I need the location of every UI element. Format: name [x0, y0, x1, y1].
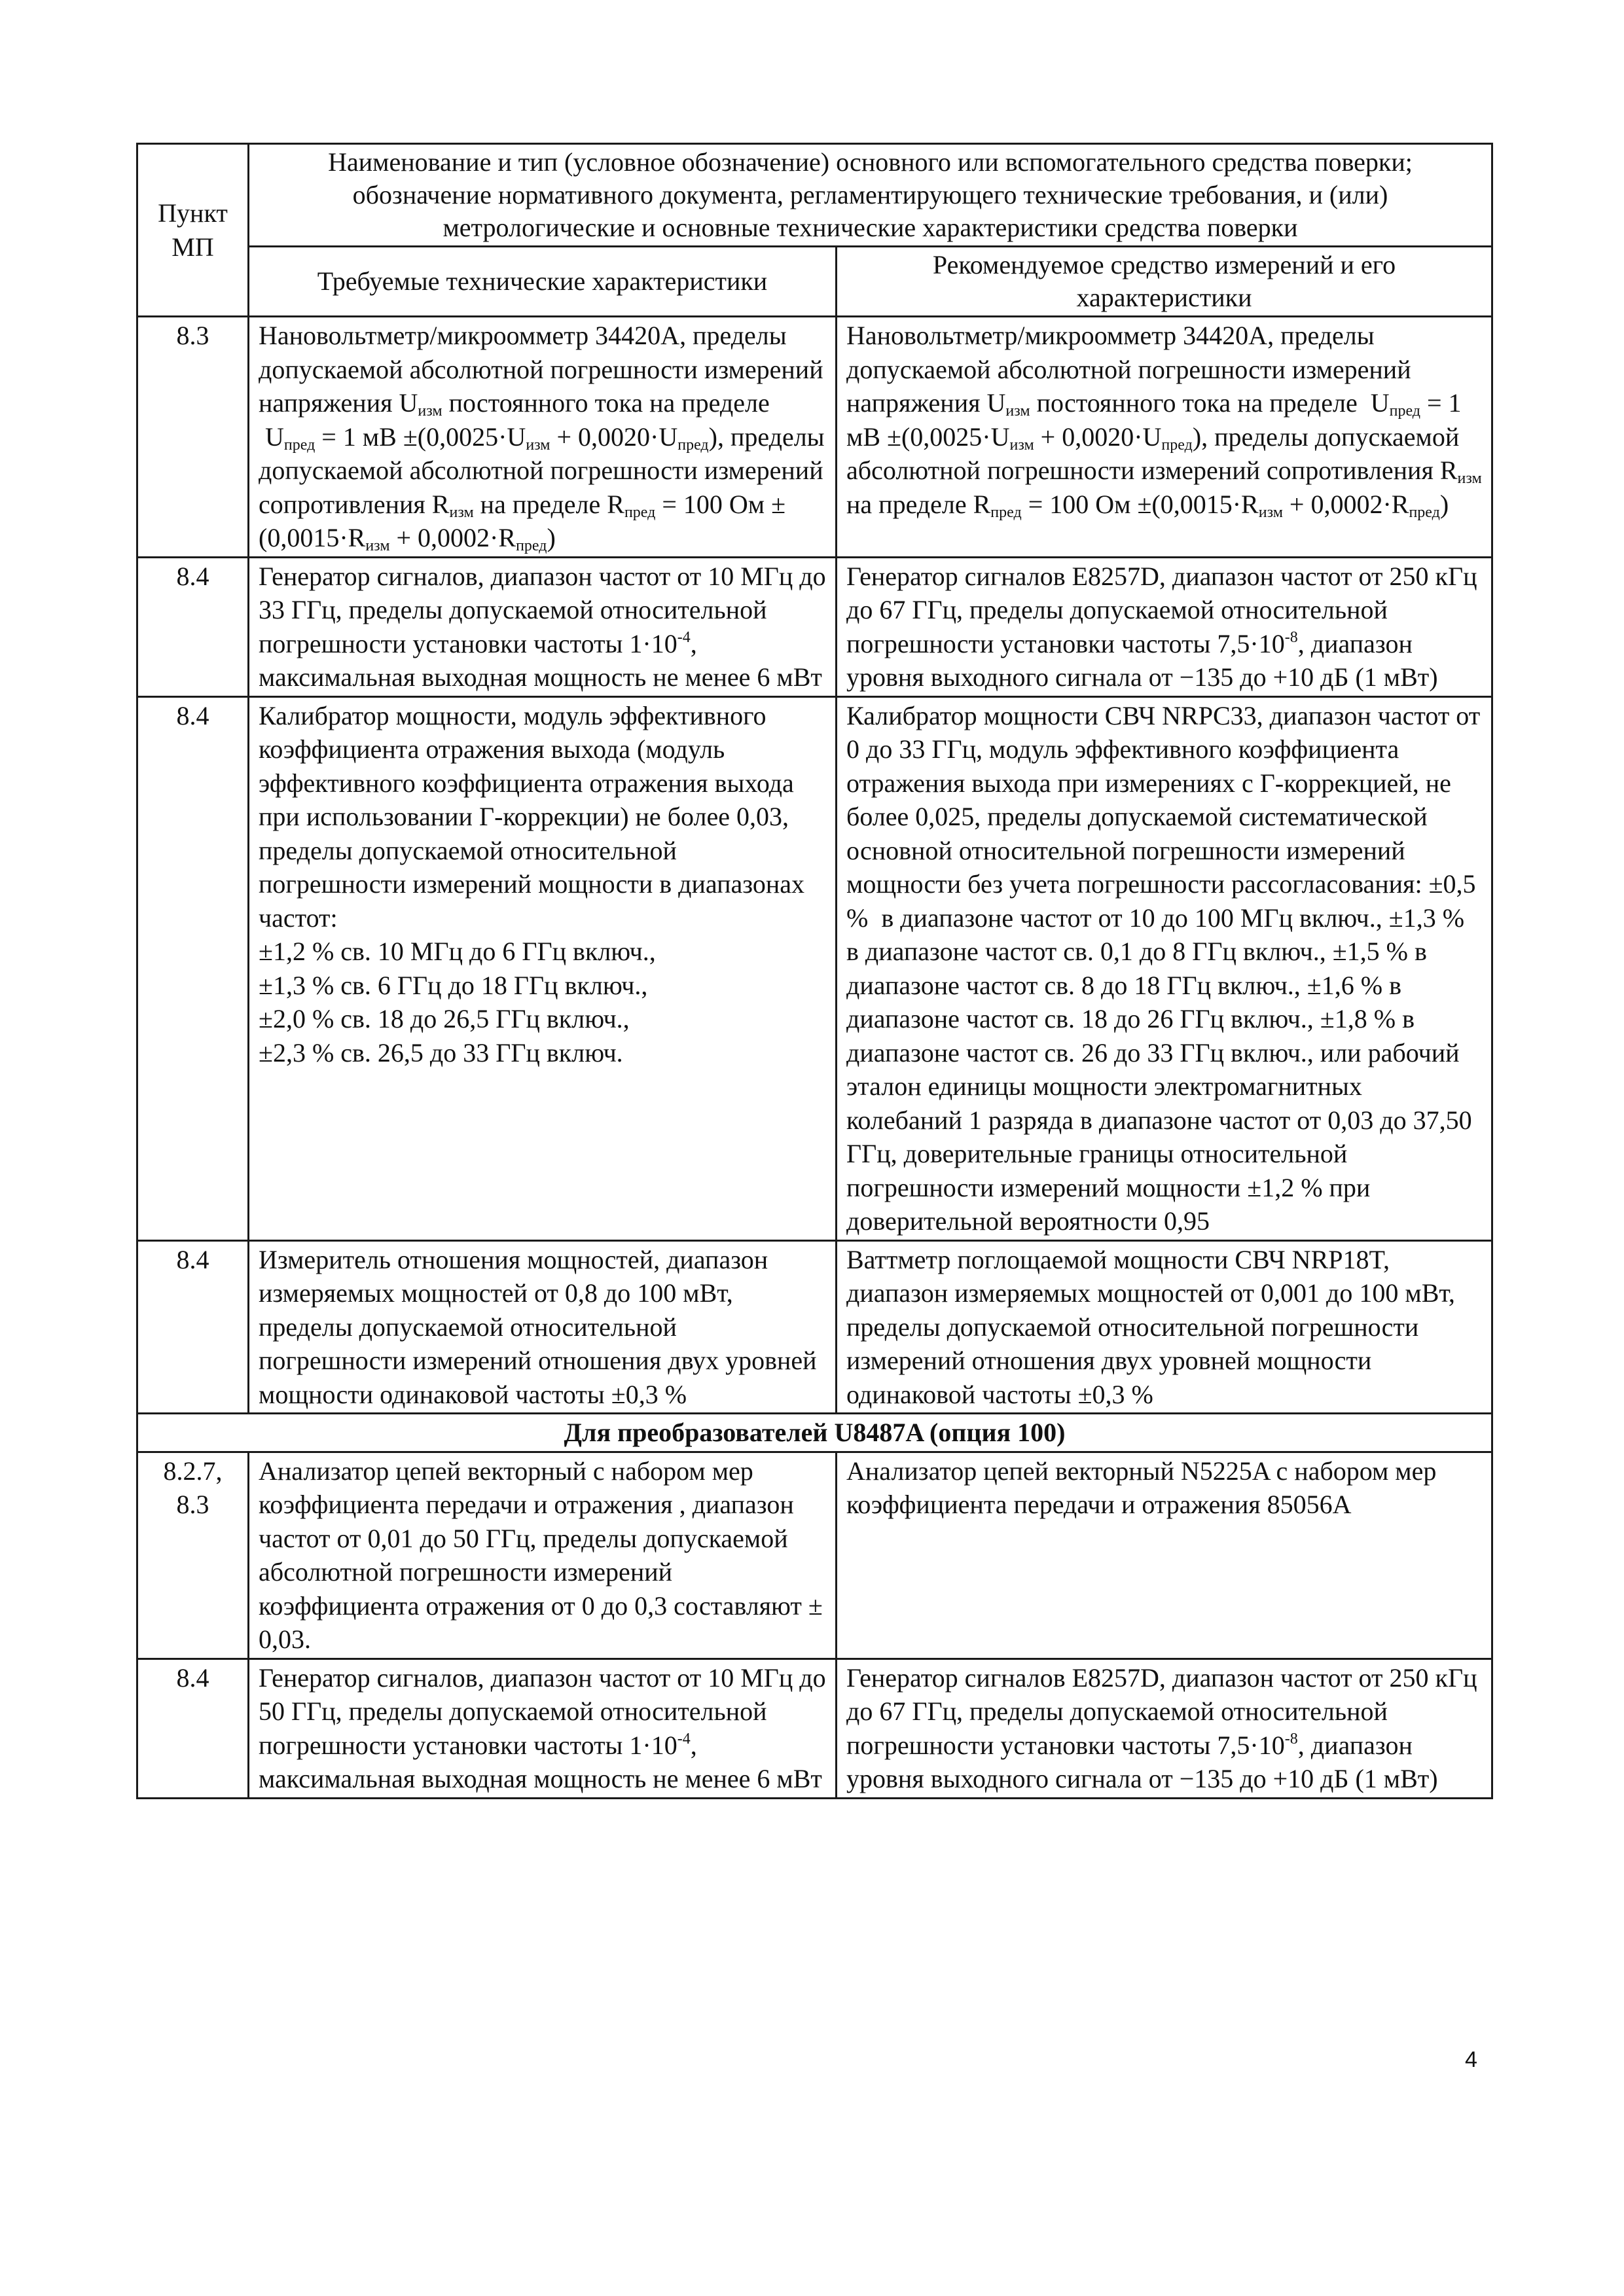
item-number: 8.4 — [137, 1240, 249, 1414]
item-number: 8.4 — [137, 1659, 249, 1798]
header-group-caption: Наименование и тип (условное обозначение) основного или вспомогательного средства поверки; обозначение нормативного документа, регламентирующего технические требования, и (или) метрологические и основные технические характеристики средства поверки — [249, 144, 1492, 247]
item-number: 8.2.7, 8.3 — [137, 1452, 249, 1659]
header-recommended-instrument: Рекомендуемое средство измерений и его характеристики — [837, 247, 1492, 317]
header-item-number: Пункт МП — [137, 144, 249, 317]
section-heading-row — [137, 1414, 1492, 1452]
table-row — [137, 557, 1492, 696]
table-row — [137, 317, 1492, 558]
table-row — [137, 1240, 1492, 1414]
table-row — [137, 1452, 1492, 1659]
recommended-instrument: Нановольтметр/микроомметр 34420А, пределы допускаемой абсолютной погрешности измерений напряжения $U_{изм}$ постоянного тока на пределе $U_{пред} = 1$ мВ $\pm(0,0025\cdot U_{изм} + 0,0020\cdot U_{пред})$, пределы допускаемой абсолютной погрешности измерений сопротивления $R_{изм}$ на пределе $R_{пред} = 100$ Ом $\pm(0,0015\cdot R_{изм} + 0,0002\cdot R_{пред})$ — [837, 317, 1492, 558]
required-characteristics: Калибратор мощности, модуль эффективного коэффициента отражения выхода (модуль эффективного коэффициента отражения выхода при использовании Г-коррекции) не более 0,03, пределы допускаемой относительной погрешности измерений мощности в диапазонах частот: ±1,2 % св. 10 МГц до 6 ГГц включ., ±1,3 % св. 6 ГГц до 18 ГГц включ., ±2,0 % св. 18 до 26,5 ГГц включ., ±2,3 % св. 26,5 до 33 ГГц включ. — [249, 696, 837, 1240]
recommended-instrument: Генератор сигналов E8257D, диапазон частот от 250 кГц до 67 ГГц, пределы допускаемой относительной погрешности установки частоты $7,5\cdot 10^{-8}$, диапазон уровня выходного сигнала от −135 до +10 дБ (1 мВт) — [837, 1659, 1492, 1798]
required-characteristics: Измеритель отношения мощностей, диапазон измеряемых мощностей от 0,8 до 100 мВт, пределы допускаемой относительной погрешности измерений отношения двух уровней мощности одинаковой частоты ±0,3 % — [249, 1240, 837, 1414]
required-characteristics: Анализатор цепей векторный с набором мер коэффициента передачи и отражения , диапазон частот от 0,01 до 50 ГГц, пределы допускаемой абсолютной погрешности измерений коэффициента отражения от 0 до 0,3 составляют ± 0,03. — [249, 1452, 837, 1659]
item-number: 8.4 — [137, 557, 249, 696]
item-number: 8.3 — [137, 317, 249, 558]
recommended-instrument: Ваттметр поглощаемой мощности СВЧ NRP18T, диапазон измеряемых мощностей от 0,001 до 100 мВт, пределы допускаемой относительной погрешности измерений отношения двух уровней мощности одинаковой частоты ±0,3 % — [837, 1240, 1492, 1414]
required-characteristics: Генератор сигналов, диапазон частот от 10 МГц до 50 ГГц, пределы допускаемой относительной погрешности установки частоты $1\cdot 10^{-4}$, максимальная выходная мощность не менее 6 мВт — [249, 1659, 837, 1798]
table-subheader-row — [137, 247, 1492, 317]
table-row — [137, 696, 1492, 1240]
table-header-row — [137, 144, 1492, 247]
required-characteristics: Нановольтметр/микроомметр 34420А, пределы допускаемой абсолютной погрешности измерений напряжения $U_{изм}$ постоянного тока на пределе $U_{пред} = 1$ мВ $\pm(0,0025\cdot U_{изм} + 0,0020\cdot U_{пред})$, пределы допускаемой абсолютной погрешности измерений сопротивления $R_{изм}$ на пределе $R_{пред} = 100$ Ом $\pm(0,0015\cdot R_{изм} + 0,0002\cdot R_{пред})$ — [249, 317, 837, 558]
page-number: 4 — [1465, 2047, 1477, 2072]
recommended-instrument: Анализатор цепей векторный N5225A с набором мер коэффициента передачи и отражения 85056A — [837, 1452, 1492, 1659]
header-required-characteristics: Требуемые технические характеристики — [249, 247, 837, 317]
verification-means-table — [136, 143, 1493, 1799]
table-row — [137, 1659, 1492, 1798]
required-characteristics: Генератор сигналов, диапазон частот от 10 МГц до 33 ГГц, пределы допускаемой относительной погрешности установки частоты $1\cdot 10^{-4}$, максимальная выходная мощность не менее 6 мВт — [249, 557, 837, 696]
item-number: 8.4 — [137, 696, 249, 1240]
recommended-instrument: Калибратор мощности СВЧ NRPC33, диапазон частот от 0 до 33 ГГц, модуль эффективного коэффициента отражения выхода при измерениях с Г-коррекцией, не более 0,025, пределы допускаемой систематической основной относительной погрешности измерений мощности без учета погрешности рассогласования: ±0,5 % в диапазоне частот от 10 до 100 МГц включ., ±1,3 % в диапазоне частот св. 0,1 до 8 ГГц включ., ±1,5 % в диапазоне частот св. 8 до 18 ГГц включ., ±1,6 % в диапазоне частот св. 18 до 26 ГГц включ., ±1,8 % в диапазоне частот св. 26 до 33 ГГц включ., или рабочий эталон единицы мощности электромагнитных колебаний 1 разряда в диапазоне частот от 0,03 до 37,50 ГГц, доверительные границы относительной погрешности измерений мощности ±1,2 % при доверительной вероятности 0,95 — [837, 696, 1492, 1240]
section-title: Для преобразователей U8487A (опция 100) — [137, 1414, 1492, 1452]
recommended-instrument: Генератор сигналов E8257D, диапазон частот от 250 кГц до 67 ГГц, пределы допускаемой относительной погрешности установки частоты $7,5\cdot 10^{-8}$, диапазон уровня выходного сигнала от −135 до +10 дБ (1 мВт) — [837, 557, 1492, 696]
